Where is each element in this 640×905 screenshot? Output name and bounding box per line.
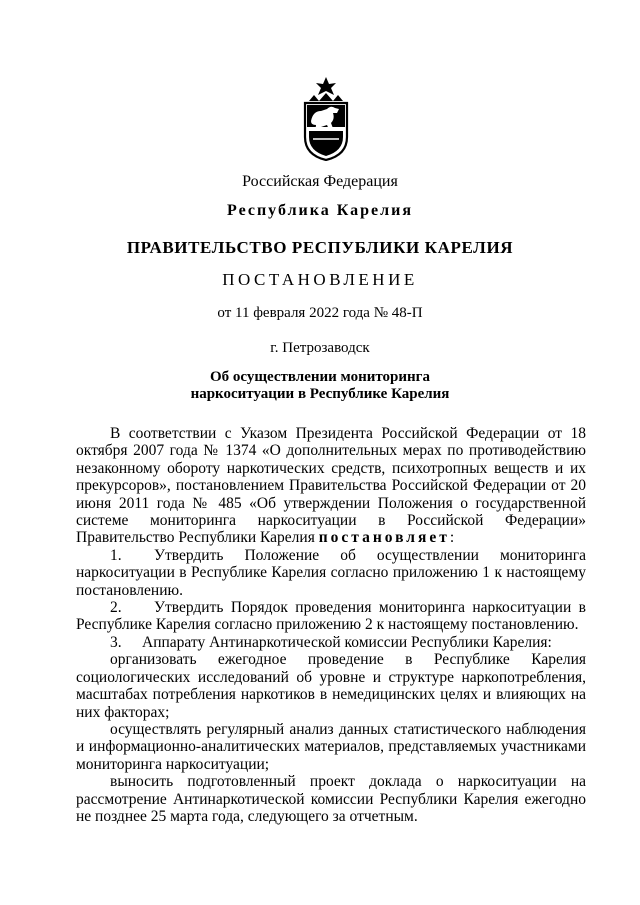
item-3-number: 3. [110, 633, 122, 651]
item-1-paragraph [76, 547, 586, 599]
federation-heading: Российская Федерация [242, 173, 398, 190]
title-line-1: Об осуществлении мониторинга [210, 369, 430, 385]
republic-heading: Республика Карелия [227, 202, 413, 219]
government-heading: ПРАВИТЕЛЬСТВО РЕСПУБЛИКИ КАРЕЛИЯ [126, 238, 514, 257]
subitem-1-paragraph: организовать ежегодное проведение в Республике Карелия социологических исследований об уровне и структуре наркопотребления, масштабах потребления наркотиков в немедицинских целях и влияющих на них факторах; [76, 651, 586, 721]
karelia-coat-of-arms-icon [301, 75, 351, 161]
item-2-number: 2. [110, 599, 122, 617]
document-body [76, 425, 586, 825]
item-3-text: Аппарату Антинаркотической комиссии Республики Карелия: [142, 633, 552, 651]
document-title [0, 369, 640, 403]
document-type: ПОСТАНОВЛЕНИЕ [222, 270, 418, 289]
item-2-text: Утвердить Порядок проведения мониторинга наркоситуации в Республике Карелия согласно приложению 2 к настоящему постановлению. [76, 599, 586, 634]
preamble-paragraph [76, 425, 586, 547]
title-line-2: наркоситуации в Республике Карелия [190, 386, 450, 402]
decrees-colon: : [449, 529, 455, 547]
subitem-3-paragraph: выносить подготовленный проект доклада о наркоситуации на рассмотрение Антинаркотической комиссии Республики Карелия ежегодно не позднее 25 марта года, следующего за отчетным. [76, 773, 586, 825]
item-2-paragraph [76, 599, 586, 634]
document-date-number: от 11 февраля 2022 года № 48-П [217, 305, 423, 321]
item-1-number: 1. [110, 546, 122, 564]
decrees-word: постановляет [318, 529, 450, 547]
document-city: г. Петрозаводск [270, 340, 370, 356]
preamble-text: В соответствии с Указом Президента Российской Федерации от 18 октября 2007 года № 1374 «О дополнительных мерах по противодействию незаконному обороту наркотических средств, психотропных веществ и их прекурсоров», постановлением Правительства Российской Федерации от 20 июня 2011 года № 485 «Об утверждении Положения о государственной системе мониторинга наркоситуации в Российской Федерации» Правительство Республики Карелия [76, 425, 586, 547]
item-1-text: Утвердить Положение об осуществлении мониторинга наркоситуации в Республике Карелия согласно приложению 1 к настоящему постановлению. [76, 546, 586, 599]
subitem-2-paragraph: осуществлять регулярный анализ данных статистического наблюдения и информационно-аналитических материалов, представляемых участниками мониторинга наркоситуации; [76, 720, 586, 773]
item-3-paragraph [76, 634, 586, 651]
